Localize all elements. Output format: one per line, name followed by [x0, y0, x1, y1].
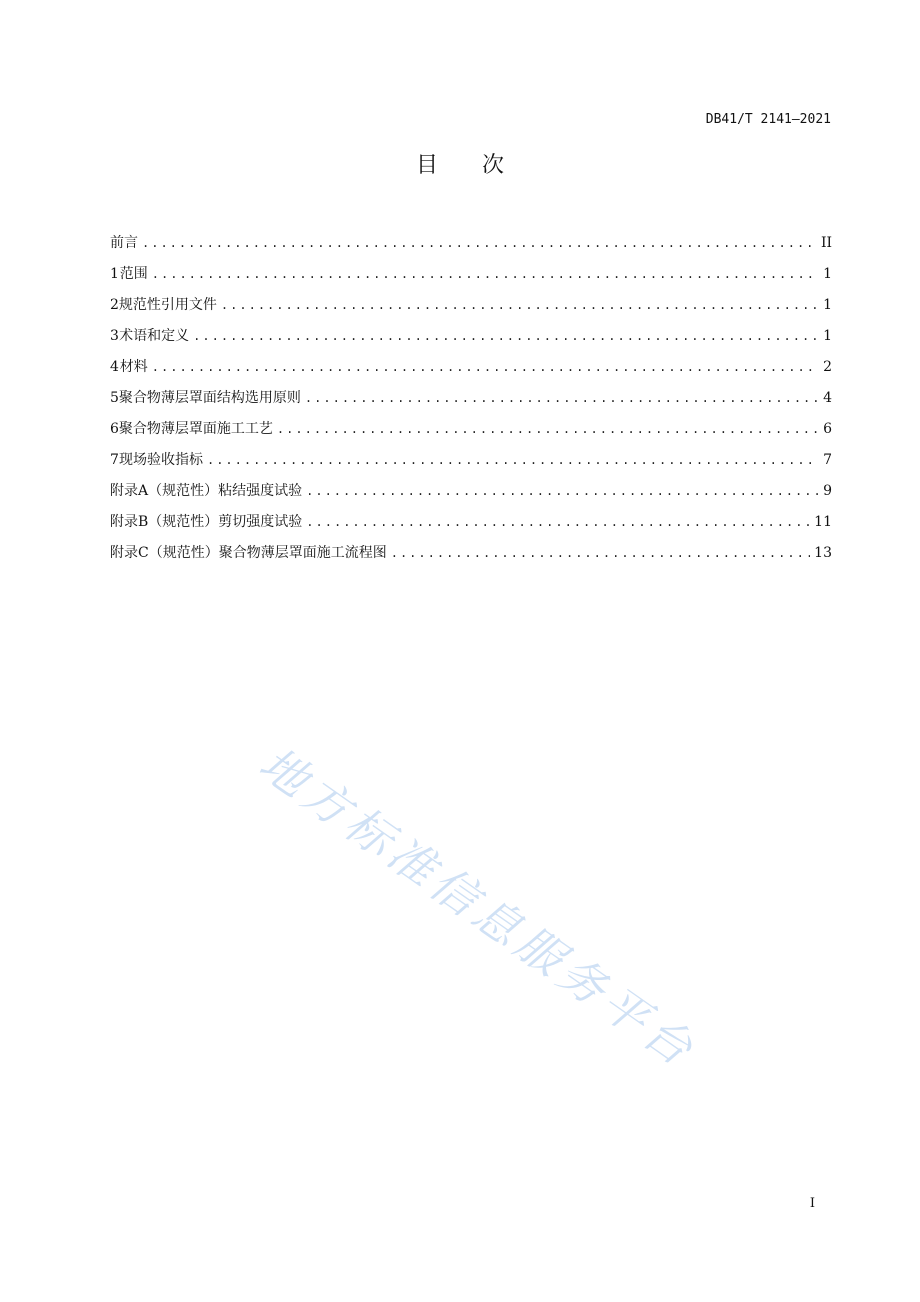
toc-entry-label: 粘结强度试验 [218, 483, 303, 499]
toc-entry-page: II [820, 235, 832, 251]
toc-entry-appendix-b[interactable] [110, 510, 832, 541]
toc-entry-label: 范围 [119, 266, 148, 282]
toc-entry-page: 13 [814, 545, 832, 561]
toc-entry-label: 材料 [119, 359, 148, 375]
toc-entry-label: 现场验收指标 [118, 452, 203, 468]
toc-entry-appendix-a[interactable] [110, 479, 832, 510]
toc-entry-2[interactable] [110, 293, 832, 324]
toc-entry-page: 1 [823, 297, 832, 313]
toc-entry-5[interactable] [110, 386, 832, 417]
document-code: DB41/T 2141—2021 [705, 112, 831, 127]
watermark-text: 地方标准信息服务平台 [249, 736, 707, 1079]
toc-entry-page: 7 [823, 452, 832, 468]
toc-entry-page: 11 [814, 514, 832, 530]
toc-leader-dots [142, 231, 817, 255]
toc-leader-dots [207, 448, 818, 472]
toc-entry-label: 聚合物薄层罩面结构选用原则 [118, 390, 301, 406]
toc-appendix-prefix: 附录C（规范性） [110, 545, 219, 561]
toc-entry-number: 1 [110, 266, 119, 282]
toc-leader-dots [306, 479, 818, 503]
toc-leader-dots [305, 386, 818, 410]
toc-leader-dots [391, 541, 810, 565]
toc-entry-page: 6 [823, 421, 832, 437]
toc-leader-dots [152, 262, 818, 286]
toc-appendix-prefix: 附录A（规范性） [110, 483, 219, 499]
toc-entry-label: 聚合物薄层罩面施工流程图 [218, 545, 387, 561]
toc-entry-label: 术语和定义 [119, 328, 190, 344]
toc-entry-number: 2 [110, 297, 119, 313]
toc-entry-label: 前言 [110, 235, 138, 251]
toc-entry-number: 6 [110, 421, 119, 437]
toc-entry-label: 剪切强度试验 [218, 514, 303, 530]
toc-entry-1[interactable] [110, 262, 832, 293]
toc-entry-page: 9 [823, 483, 832, 499]
toc-entry-appendix-c[interactable] [110, 541, 832, 572]
toc-entry-page: 4 [823, 390, 832, 406]
toc-entry-7[interactable] [110, 448, 832, 479]
toc-entry-label: 聚合物薄层罩面施工工艺 [118, 421, 273, 437]
toc-leader-dots [152, 355, 818, 379]
toc-entry-number: 7 [110, 452, 119, 468]
toc-entry-6[interactable] [110, 417, 832, 448]
toc-entry-number: 4 [110, 359, 119, 375]
toc-entry-3[interactable] [110, 324, 832, 355]
toc-entry-label: 规范性引用文件 [118, 297, 217, 313]
toc-leader-dots [193, 324, 818, 348]
toc-entry-number: 5 [110, 390, 119, 406]
toc-entry-foreword[interactable] [110, 231, 832, 262]
toc-entry-page: 1 [823, 328, 832, 344]
toc-appendix-prefix: 附录B（规范性） [110, 514, 219, 530]
page-title: 目次 [415, 153, 548, 178]
toc-entry-page: 2 [823, 359, 832, 375]
table-of-contents [110, 231, 832, 572]
toc-entry-page: 1 [823, 266, 832, 282]
toc-leader-dots [306, 510, 810, 534]
page-number: I [809, 1196, 815, 1211]
toc-leader-dots [221, 293, 818, 317]
toc-leader-dots [277, 417, 818, 441]
toc-entry-number: 3 [110, 328, 119, 344]
toc-entry-4[interactable] [110, 355, 832, 386]
